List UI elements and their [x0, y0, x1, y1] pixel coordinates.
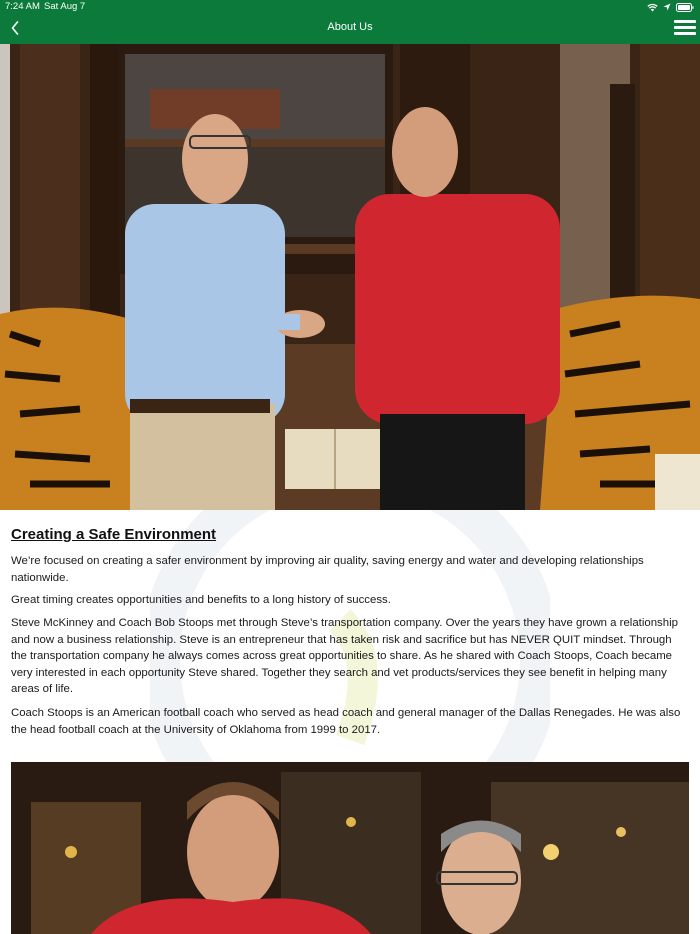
paragraph-timing: Great timing creates opportunities and benefits to a long history of success. — [11, 594, 391, 606]
status-date: Sat Aug 7 — [44, 1, 86, 12]
section-title: Creating a Safe Environment — [11, 526, 217, 543]
app-header — [0, 0, 700, 44]
paragraph-coach-bio: Coach Stoops is an American football coach who served as head coach and general manager of the Dallas Renegades. He was also the head football coach at the University of Oklahoma from 1999 to 2017. — [11, 707, 681, 736]
paragraph-mission: We’re focused on creating a safer environment by improving air quality, saving energy and water and developing relationships nationwide. — [11, 555, 644, 584]
battery-icon — [676, 3, 694, 12]
hero-photo — [0, 44, 700, 510]
handshake-photo-illustration — [0, 44, 700, 510]
status-time: 7:24 AM — [5, 1, 40, 12]
status-bar — [0, 0, 700, 14]
paragraph-story: Steve McKinney and Coach Bob Stoops met through Steve’s transportation company. Over the years they have grown a relationship and now a business relationship. Steve is an entrepreneur that has taken risk and sacrifice but has NEVER QUIT mindset. Through the transportation company he always comes across great opportunities to share. As he shared with Coach Stoops, Coach became very interested in each opportunity Steve shared. Together they search and vet products/services they see benefit in helping many areas of life. — [11, 617, 678, 695]
menu-button[interactable] — [674, 18, 696, 40]
wifi-icon — [647, 3, 658, 12]
portrait-photo-illustration — [11, 762, 689, 934]
bottom-photo — [11, 762, 689, 934]
nav-bar — [0, 14, 700, 44]
hamburger-menu-icon — [674, 20, 696, 35]
about-content — [0, 510, 700, 762]
location-arrow-icon — [663, 3, 671, 11]
page-title: About Us — [327, 21, 373, 33]
status-icons — [647, 2, 694, 12]
